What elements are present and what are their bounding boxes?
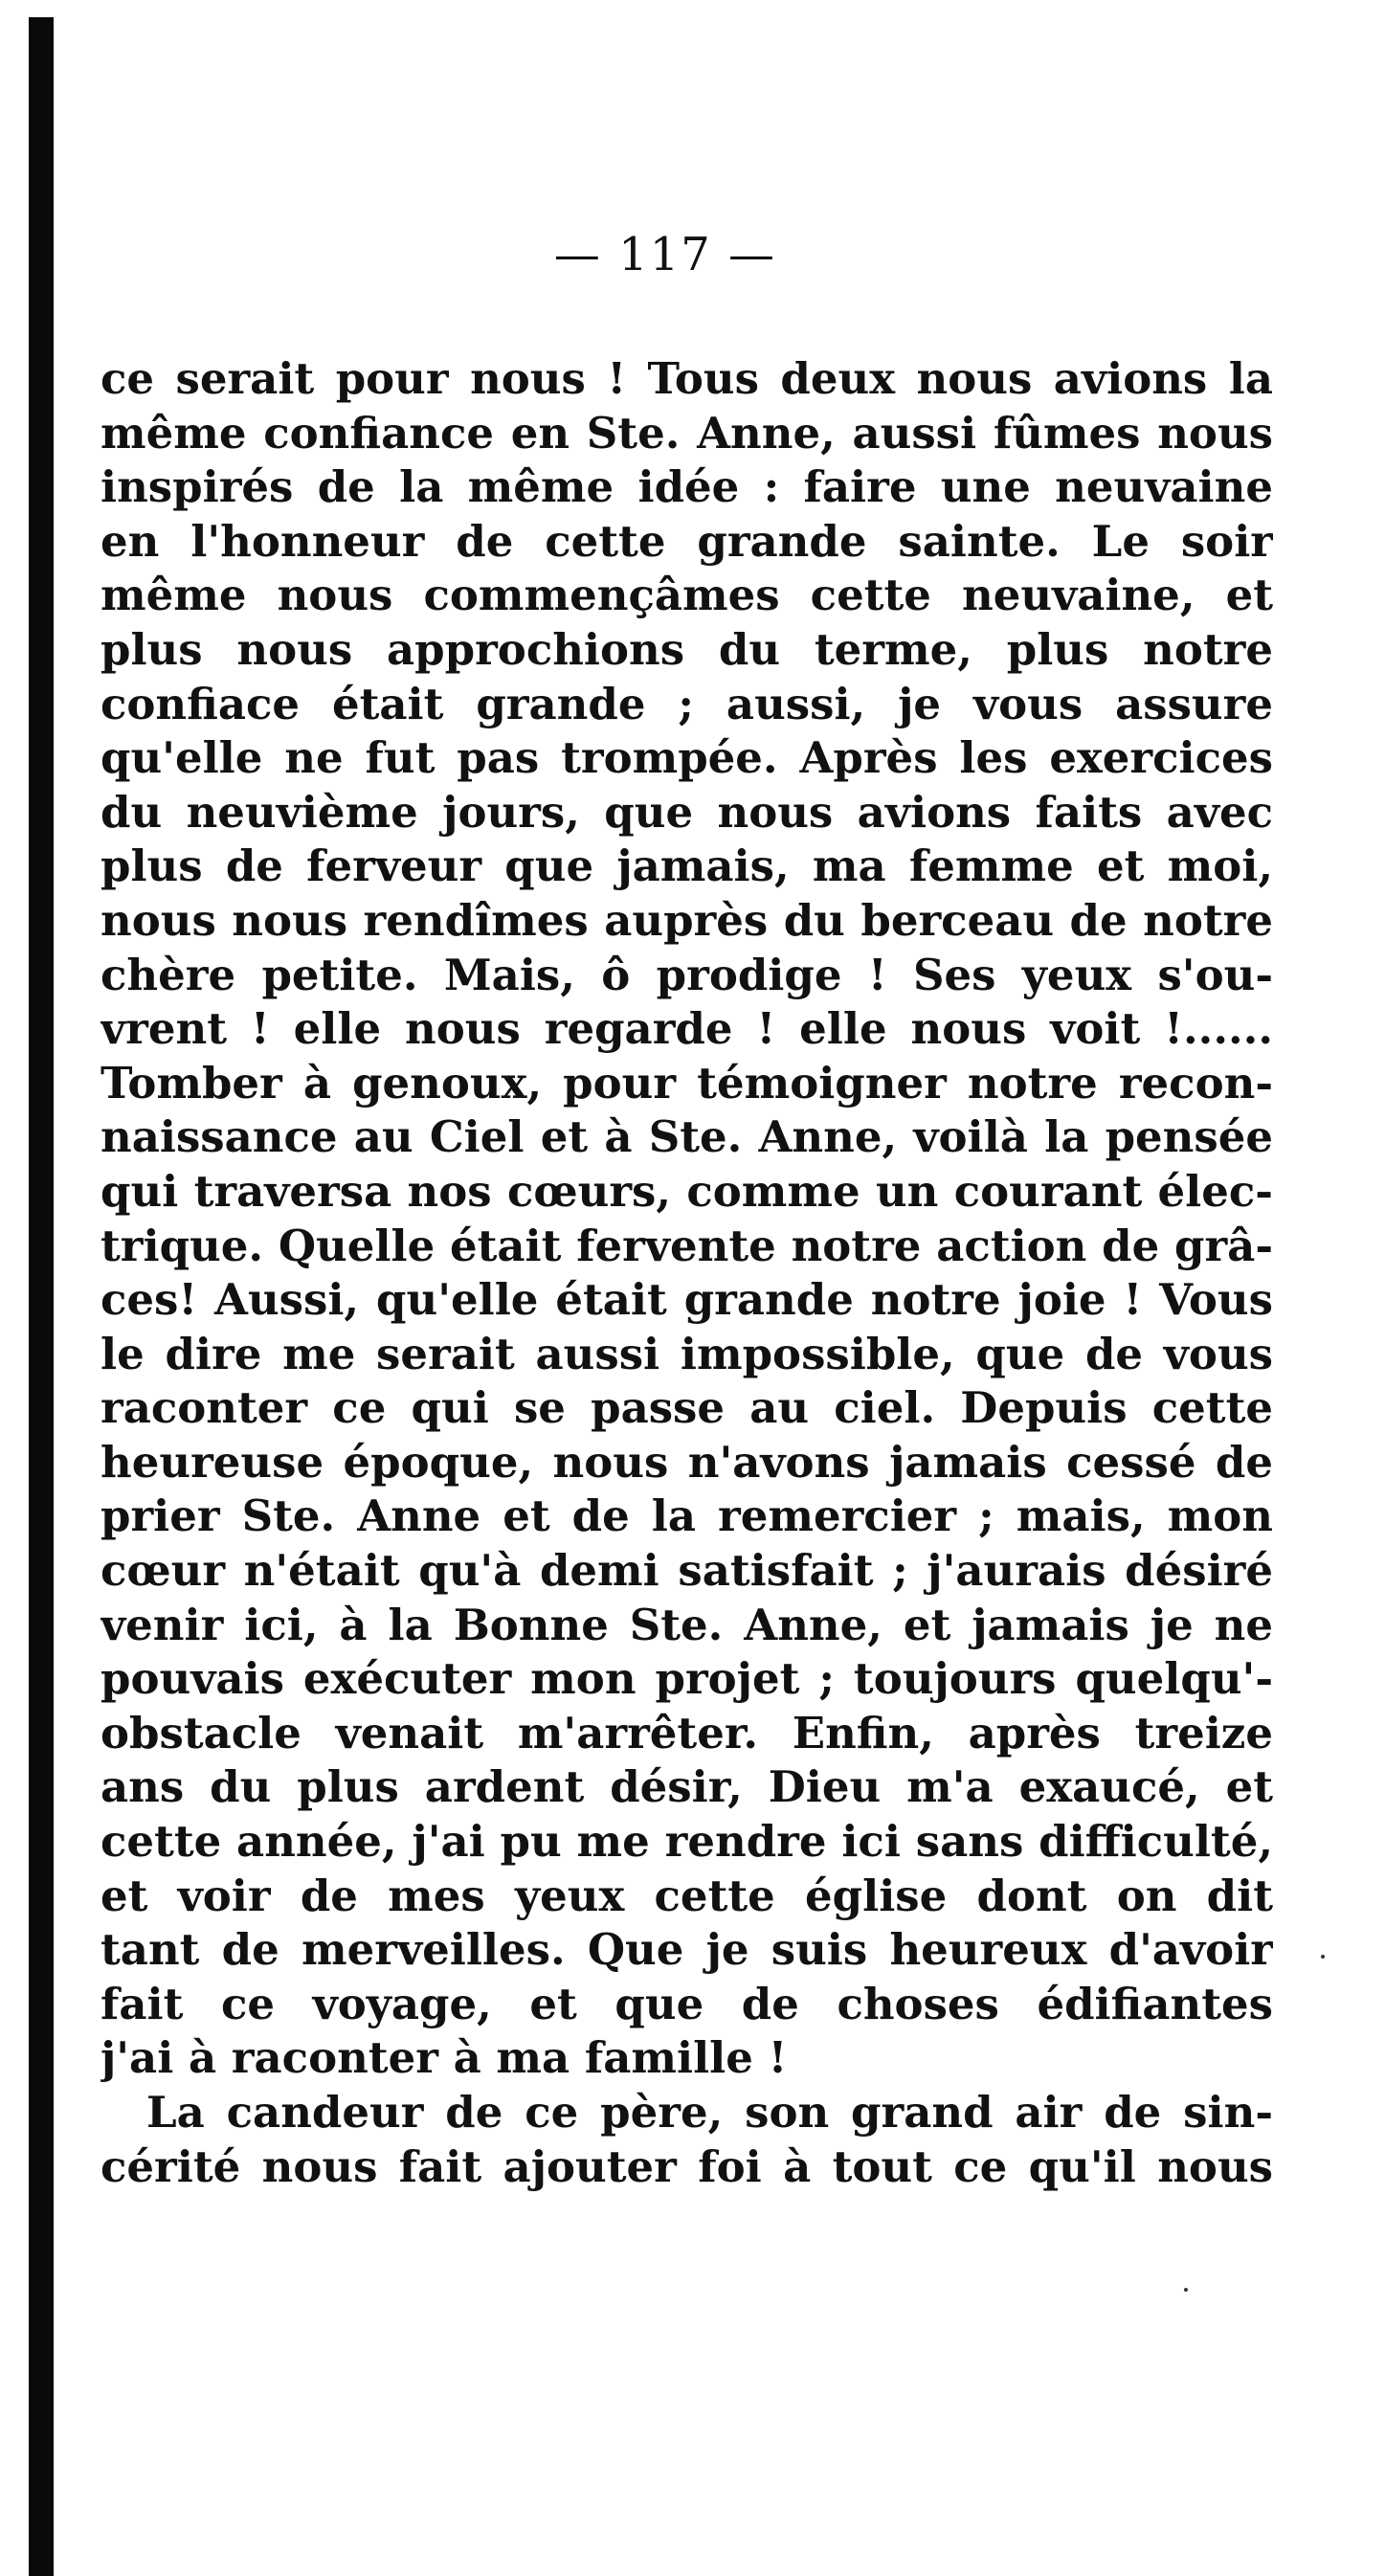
text-line: vrent ! elle nous regarde ! elle nous voit !...... [101,1003,1273,1055]
text-line: chère petite. Mais, ô prodige ! Ses yeux s'ou- [101,949,1273,1000]
text-line: Tomber à genoux, pour témoigner notre recon- [101,1057,1273,1109]
text-line: fait ce voyage, et que de choses édifiantes [101,1978,1273,2029]
paper-speck [1321,1955,1325,1959]
text-line: cœur n'était qu'à demi satisfait ; j'aurais désiré [101,1545,1273,1597]
text-line: ans du plus ardent désir, Dieu m'a exaucé, et [101,1761,1273,1813]
text-line: prier Ste. Anne et de la remercier ; mais, mon [101,1490,1273,1542]
text-line: confiace était grande ; aussi, je vous assure [101,678,1273,729]
text-line: plus de ferveur que jamais, ma femme et moi, [101,840,1273,892]
body-text [101,352,1273,2194]
text-line: naissance au Ciel et à Ste. Anne, voilà la pensée [101,1111,1273,1163]
text-line: du neuvième jours, que nous avions faits avec [101,786,1273,838]
paper-speck [1184,2288,1188,2292]
text-line: qui traversa nos cœurs, comme un courant élec- [101,1165,1273,1217]
text-line: en l'honneur de cette grande sainte. Le soir [101,515,1273,567]
paragraph-start-line: La candeur de ce père, son grand air de sin- [146,2087,1273,2138]
text-line: tant de merveilles. Que je suis heureux d'avoir [101,1924,1273,1976]
binding-edge [29,17,54,2576]
text-line: obstacle venait m'arrêter. Enfin, après treize [101,1707,1273,1758]
page-number: — 117 — [553,228,777,281]
text-line: cette année, j'ai pu me rendre ici sans difficulté, [101,1816,1273,1868]
text-line: venir ici, à la Bonne Ste. Anne, et jamais je ne [101,1599,1273,1650]
text-line: cérité nous fait ajouter foi à tout ce qu'il nous [101,2140,1273,2192]
text-line: heureuse époque, nous n'avons jamais cessé de [101,1436,1273,1488]
text-line: le dire me serait aussi impossible, que de vous [101,1328,1273,1379]
text-line: raconter ce qui se passe au ciel. Depuis cette [101,1382,1273,1434]
text-line: même confiance en Ste. Anne, aussi fûmes nous [101,407,1273,459]
text-line: nous nous rendîmes auprès du berceau de notre [101,894,1273,946]
text-line: pouvais exécuter mon projet ; toujours quelqu'- [101,1653,1273,1705]
text-line: trique. Quelle était fervente notre action de grâ- [101,1220,1273,1271]
text-line: et voir de mes yeux cette église dont on dit [101,1870,1273,1921]
text-line: qu'elle ne fut pas trompée. Après les exercices [101,732,1273,784]
text-line: même nous commençâmes cette neuvaine, et [101,570,1273,621]
text-line: ces! Aussi, qu'elle était grande notre joie ! Vous [101,1274,1273,1326]
text-line: plus nous approchions du terme, plus notre [101,623,1273,675]
paragraph-end-line: j'ai à raconter à ma famille ! [101,2032,788,2084]
text-line: inspirés de la même idée : faire une neuvaine [101,461,1273,513]
text-line: ce serait pour nous ! Tous deux nous avions la [101,353,1273,404]
